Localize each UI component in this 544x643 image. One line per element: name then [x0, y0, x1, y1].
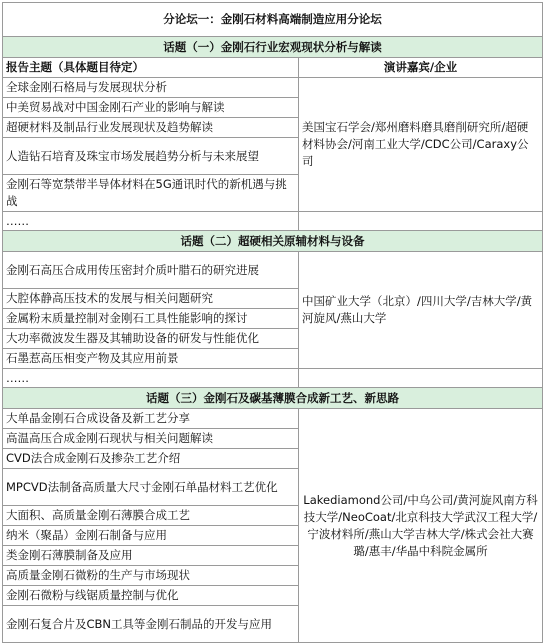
topic-2-item-5: 石墨惹高压相变产物及其应用前景 [3, 349, 299, 369]
topic-3-item-6: 纳米（聚晶）金刚石制备与应用 [3, 526, 299, 546]
topic-3-item-4: MPCVD法制备高质量大尺寸金刚石单晶材料工艺优化 [3, 469, 299, 506]
topic-2-item-1: 金刚石高压合成用传压密封介质叶腊石的研究进展 [3, 252, 299, 289]
topic-3-heading: 话题（三）金刚石及碳基薄膜合成新工艺、新思路 [3, 388, 543, 409]
topic-1-item-5: 金刚石等宽禁带半导体材料在5G通讯时代的新机遇与挑战 [3, 175, 299, 212]
topic-3-item-8: 高质量金刚石微粉的生产与市场现状 [3, 566, 299, 586]
topic-3-item-10: 金刚石复合片及CBN工具等金刚石制品的开发与应用 [3, 606, 299, 643]
topic-3-item-2: 高温高压合成金刚石现状与相关问题解读 [3, 429, 299, 449]
topic-2-more-blank [299, 369, 543, 388]
report-topic-header: 报告主题（具体题目待定） [3, 58, 299, 78]
topic-2-item-3: 金属粉末质量控制对金刚石工具性能影响的探讨 [3, 309, 299, 329]
forum-table [2, 2, 543, 643]
topic-1-more: …… [3, 212, 299, 231]
topic-2-item-4: 大功率微波发生器及其辅助设备的研发与性能优化 [3, 329, 299, 349]
topic-3-item-5: 大面积、高质量金刚石薄膜合成工艺 [3, 506, 299, 526]
topic-3-guests: Lakediamond公司/中乌公司/黄河旋风南方科技大学/NeoCoat/北京科技大学武汉工程大学/宁波材料所/燕山大学吉林大学/株式会社大赛璐/惠丰/华晶中科院金属所 [299, 409, 543, 643]
topic-3-item-3: CVD法合成金刚石及掺杂工艺介绍 [3, 449, 299, 469]
topic-2-guests: 中国矿业大学（北京）/四川大学/吉林大学/黄河旋风/燕山大学 [299, 252, 543, 369]
topic-1-heading: 话题（一）金刚石行业宏观现状分析与解读 [3, 37, 543, 58]
topic-1-more-blank [299, 212, 543, 231]
forum-title: 分论坛一：金刚石材料高端制造应用分论坛 [3, 3, 543, 37]
topic-1-item-1: 全球金刚石格局与发展现状分析 [3, 78, 299, 98]
topic-2-item-2: 大腔体静高压技术的发展与相关问题研究 [3, 289, 299, 309]
speaker-header: 演讲嘉宾/企业 [299, 58, 543, 78]
topic-3-item-7: 类金刚石薄膜制备及应用 [3, 546, 299, 566]
topic-1-item-4: 人造钻石培育及珠宝市场发展趋势分析与未来展望 [3, 138, 299, 175]
topic-1-guests: 美国宝石学会/郑州磨料磨具磨削研究所/超硬材料协会/河南工业大学/CDC公司/Caraxy公司 [299, 78, 543, 212]
topic-1-item-3: 超硬材料及制品行业发展现状及趋势解读 [3, 118, 299, 138]
topic-2-heading: 话题（二）超硬相关原辅材料与设备 [3, 231, 543, 252]
topic-1-item-2: 中美贸易战对中国金刚石产业的影响与解读 [3, 98, 299, 118]
topic-3-item-1: 大单晶金刚石合成设备及新工艺分享 [3, 409, 299, 429]
topic-3-item-9: 金刚石微粉与线锯质量控制与优化 [3, 586, 299, 606]
topic-2-more: …… [3, 369, 299, 388]
